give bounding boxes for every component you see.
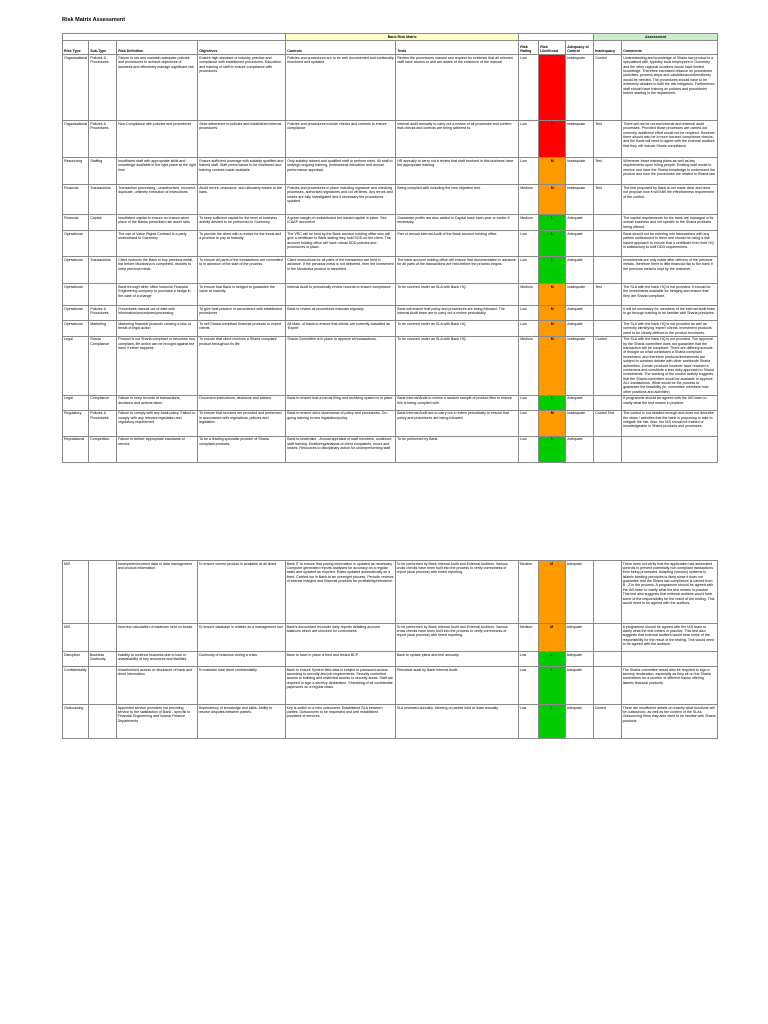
comments-cell: If programme should be agreed with the IAS team to clarify what the test means in practice. <box>622 395 718 410</box>
sub-type-cell: Capital <box>89 215 117 231</box>
risk-definition-cell: Marketing financial products causing a loss or threat of legal action <box>117 321 198 336</box>
risk-rating-cell: Low <box>519 395 539 410</box>
inadequacy-cell <box>594 231 622 257</box>
sub-type-cell <box>88 624 116 652</box>
sub-type-cell <box>88 667 116 705</box>
tests-cell: Review the procedures manual and request for evidence that all relevant staff have access to and are aware of the existence of the manual <box>396 55 519 121</box>
risk-type-cell: Reputational <box>63 436 89 462</box>
risk-type-cell: Resourcing <box>63 158 89 185</box>
risk-likelihood-indicator: M <box>539 306 566 321</box>
risk-type-cell: Confidentiality <box>63 667 89 705</box>
risk-type-cell: Financial <box>63 185 89 215</box>
inadequacy-cell <box>593 667 621 705</box>
inadequacy-cell: Control Test <box>594 410 622 436</box>
risk-definition-cell: Inability to continue business due to loss or unavailability of key resources and facilities <box>116 652 197 667</box>
risk-likelihood-indicator: L <box>539 231 566 257</box>
risk-definition-cell: Appointed service providers not providing service to the satisfaction of Bank - specific to Financial Engineering and Islamic Finance Departments <box>116 705 197 739</box>
risk-likelihood-indicator: L <box>538 667 565 705</box>
assessment-header: Assessment <box>594 34 718 41</box>
risk-type-cell: Legal <box>63 336 89 395</box>
objectives-cell: Ensure sufficient coverage with suitably qualified and trained staff. Staff performance to be monitored and training courses made available. <box>198 158 286 185</box>
risk-likelihood-indicator: L <box>539 395 566 410</box>
risk-rating-cell: Medium <box>519 215 539 231</box>
risk-type-cell: Operational <box>63 257 89 284</box>
table-row <box>63 395 718 410</box>
risk-definition-cell: Failure to set and maintain adequate policies and procedures to achieve objectives of business and effectively manage significant risk <box>117 55 198 121</box>
table-row <box>63 667 718 705</box>
risk-rating-cell: Low <box>519 158 539 185</box>
risk-likelihood-indicator: H <box>539 121 566 158</box>
controls-cell: Policies and procedures are to be well documented and continually monitored and updated <box>286 55 396 121</box>
objectives-cell: Avoid errors, omissions, and ultimately losses to the bank. <box>198 185 286 215</box>
risk-definition-cell: Bank through other office instructs Financial Engineering company to purchase a hedge in the case of a change <box>117 284 198 306</box>
adequacy-cell: Inadequate <box>566 158 594 185</box>
col-adequacy-of-control: Adequacy of Control <box>566 41 594 55</box>
risk-likelihood-indicator: M <box>539 321 566 336</box>
risk-definition-cell: Failure to deliver appropriate standards of service <box>117 436 198 462</box>
controls-cell: Bank to review all procedures manuals regularly <box>286 306 396 321</box>
column-header-row <box>63 41 718 55</box>
risk-definition-cell: Failure to keep records of transactions, decisions and actions taken <box>117 395 198 410</box>
tests-cell: To be covered under an SLA with Bank HQ. <box>396 284 519 306</box>
tests-cell: To be covered under an SLA with Bank HQ. <box>396 321 519 336</box>
col-controls: Controls <box>286 41 396 55</box>
adequacy-cell: Adequate <box>565 561 593 624</box>
comments-cell: Whenever those training plans as well as key requirements upon hiring people. Existing staff would to receive and have the Sharia knowledge to understand the product and how the procedures are related to Sharia law. <box>622 158 718 185</box>
tests-cell: Being complied with including the new objective test. <box>396 185 519 215</box>
sub-type-cell: Compliance <box>89 395 117 410</box>
risk-rating-cell: Medium <box>518 561 538 624</box>
risk-likelihood-indicator: L <box>539 436 566 462</box>
risk-likelihood-indicator <box>539 55 566 121</box>
objectives-cell: Ensure high standard of industry practice and compliance with established procedures. Education and training of staff to ensure compliance with procedures <box>198 55 286 121</box>
controls-cell: Bank to ensure that a formal filing and archiving system is in place <box>286 395 396 410</box>
table-row <box>63 705 718 739</box>
bank-risk-matrix-header: Bank Risk Matrix <box>286 34 519 41</box>
adequacy-cell: Adequate <box>566 395 594 410</box>
controls-cell: Bank to have in place a tried and tested BCP <box>285 652 395 667</box>
comments-cell <box>621 652 717 667</box>
adequacy-cell: Inadequate <box>566 121 594 158</box>
risk-likelihood-indicator: M <box>539 410 566 436</box>
sub-type-cell <box>88 561 116 624</box>
risk-rating-cell: Low <box>519 231 539 257</box>
risk-matrix-table <box>62 33 718 463</box>
sub-type-cell: Sharia Compliance <box>89 336 117 395</box>
tests-cell: Guarantee profits are also added to Capital base each year or earlier if necessary. <box>396 215 519 231</box>
col-objectives: Objectives <box>198 41 286 55</box>
col-comments: Comments <box>622 41 718 55</box>
risk-type-cell: Operational <box>63 231 89 257</box>
controls-cell: Bank to ensure strict observance of policy and procedures. On-going training in new legislation/policy. <box>286 410 396 436</box>
adequacy-cell: Inadequate <box>566 336 594 395</box>
comments-cell: The SLA with the bank HQ is not provided as well as correctly identifying 'expert' clients, investment products need to be clearly defined in the product brochures. <box>622 321 718 336</box>
risk-rating-cell: Medium <box>519 185 539 215</box>
sub-type-cell: Marketing <box>89 321 117 336</box>
risk-likelihood-indicator: M <box>539 336 566 395</box>
risk-definition-cell: Insufficient capital to ensure an branch when place of the Banks prescribed risk asset ratio <box>117 215 198 231</box>
risk-type-cell: Financial <box>63 215 89 231</box>
risk-likelihood-indicator: M <box>538 561 565 624</box>
risk-type-cell: MIS <box>63 624 89 652</box>
risk-type-cell: Legal <box>63 395 89 410</box>
inadequacy-cell: Test <box>594 284 622 306</box>
col-risk-likelihood: Risk Likelihood <box>539 41 566 55</box>
tests-cell: Bank will ensure that policy and procedures are being followed. The Internal Audit team are to carry out a review periodically. <box>396 306 519 321</box>
risk-rating-cell: Medium <box>519 284 539 306</box>
tests-cell: Bank to update plans and test annually. <box>395 652 518 667</box>
risk-type-cell: Disruption <box>63 652 89 667</box>
controls-cell: Bank to undertake - Annual appraisal of staff members, continued staff training. Monitoring/analysis of client complaints, errors and losses. Resources to disciplinary action for underperforming staff. <box>286 436 396 462</box>
controls-cell: A great margin of undistributed but issued capital in place. See ICAAP document <box>286 215 396 231</box>
comments-cell: The SLA with the bank HQ is not provided. It should be the investments available for hedging and ensure that they are Sharia compliant. <box>622 284 718 306</box>
risk-type-cell: Outsourcing <box>63 705 89 739</box>
objectives-cell: To give best practice in accordance with established procedures <box>198 306 286 321</box>
tests-cell: Bank Internal Audit are to carry out a review periodically to ensure that policy and procedures are being followed. <box>396 410 519 436</box>
table-row <box>63 306 718 321</box>
objectives-cell: To ensure database is reliable as a management tool <box>197 624 285 652</box>
sub-type-cell: Competition <box>89 436 117 462</box>
risk-definition-cell: Unauthorised access or disclosure of bank and client information <box>116 667 197 705</box>
adequacy-cell: Adequate <box>565 624 593 652</box>
comments-cell: The test proposed by Bank is not made clear and does not propose how it will fulfil the effectiveness requirement of the control. <box>622 185 718 215</box>
sub-type-cell: Policies & Procedures <box>89 306 117 321</box>
table-row <box>63 121 718 158</box>
comments-cell: A programme should be agreed with the IAS team to clarify what the test means in practice. This test also suggests that external auditors would bear some of the responsibility for the result of the testing. This would need to be agreed with the auditors. <box>621 624 717 652</box>
table-row <box>63 257 718 284</box>
risk-rating-cell: Low <box>519 410 539 436</box>
objectives-cell: To ensure that client receives a Sharia compliant product throughout its life. <box>198 336 286 395</box>
table-row <box>63 321 718 336</box>
objectives-cell: To provide the client with a receipt for the funds and a promise to pay at maturity <box>198 231 286 257</box>
adequacy-cell: Adequate <box>566 231 594 257</box>
inadequacy-cell <box>594 436 622 462</box>
risk-definition-cell: Client instructs the Bank to buy precious metal, but before Murabaha is completed, decides to keep precious metal. <box>117 257 198 284</box>
table-row <box>63 231 718 257</box>
risk-definition-cell: Product is not Sharia compliant or becomes non-compliant, life action can be brought against the bank if either happens <box>117 336 198 395</box>
risk-likelihood-indicator: M <box>539 284 566 306</box>
table-row <box>63 158 718 185</box>
tests-cell: Periodical audit by Bank Internal Audit. <box>395 667 518 705</box>
risk-definition-cell: Transaction processing - unauthorised, incorrect, duplicate, untimely execution of instructions <box>117 185 198 215</box>
risk-likelihood-indicator: L <box>539 257 566 284</box>
comments-cell: The control is not detailed enough and does not describe the steps / activities that the bank is proposing to take to mitigate the risk. Also, the IAS should be trained or knowledgeable in Sharia products and processes. <box>622 410 718 436</box>
inadequacy-cell: Test <box>594 121 622 158</box>
comments-cell <box>622 436 718 462</box>
adequacy-cell: Inadequate <box>566 185 594 215</box>
controls-cell: Bank's accountant reconcile daily reports detailing account balances which are checked for correctness. <box>285 624 395 652</box>
risk-likelihood-indicator: M <box>539 158 566 185</box>
risk-likelihood-indicator: L <box>538 652 565 667</box>
risk-rating-cell: Low <box>519 55 539 121</box>
comments-cell: It will be necessary for members of the internal audit team to go through training to be familiar with Sharia principles. <box>622 306 718 321</box>
comments-cell: There are insufficient details on exactly what functions will be outsourced, as well as the content of the SLAs. Outsourcing firms may also need to be familiar with Sharia products. <box>621 705 717 739</box>
objectives-cell: Strict adherence to policies and established internal procedures <box>198 121 286 158</box>
risk-matrix-table-continued <box>62 560 718 739</box>
inadequacy-cell <box>593 624 621 652</box>
adequacy-cell: Adequate <box>566 436 594 462</box>
inadequacy-cell <box>593 652 621 667</box>
col-risk-rating: Risk Rating <box>519 41 539 55</box>
adequacy-cell: Adequate <box>565 667 593 705</box>
table-row <box>63 652 718 667</box>
adequacy-cell: Adequate <box>566 215 594 231</box>
inadequacy-cell <box>594 257 622 284</box>
risk-rating-cell: Low <box>519 306 539 321</box>
controls-cell: Bank to ensure System field data is subject to password access according to security and job requirements. Security controlled access to building and restricted access to security areas. Staff are required to sign a secrecy declaration. Shredding of all confidential paperwork on a regular basis. <box>285 667 395 705</box>
risk-type-cell: Organisational <box>63 121 89 158</box>
comments-cell: Bank should not be entering into transactions with any parties undisclosed to them and should be using a risk based approach to ensure that a certificate from their HQ is satisfactory to fulfil DDD requirements. <box>622 231 718 257</box>
objectives-cell: Continuity of business during a crisis <box>197 652 285 667</box>
table-row <box>63 336 718 395</box>
sub-type-cell: Business Continuity <box>88 652 116 667</box>
controls-cell: The VRC will be held by the Bank account holding office who will give a certificate to Bank stating they hold DDD on the client. The account holding office will have robust DDD policies and procedures in place. <box>286 231 396 257</box>
adequacy-cell: Inadequate <box>566 410 594 436</box>
sub-type-cell: Policies & Procedures <box>89 121 117 158</box>
objectives-cell: Document instructions, decisions and actions <box>198 395 286 410</box>
adequacy-cell: Adequate <box>566 321 594 336</box>
risk-rating-cell: Low <box>519 257 539 284</box>
objectives-cell: To maintain total client confidentiality <box>197 667 285 705</box>
tests-cell: To be performed by Bank Internal Audit and External Auditors. Various cross checks have been built into the process to verify correctness of report (dual process) with timed reporting. <box>395 561 518 624</box>
risk-definition-cell: Insufficient staff with appropriate skills and knowledge available in the right place at the right time <box>117 158 198 185</box>
objectives-cell: To ensure that Bank is hedged to guarantee the value at maturity <box>198 284 286 306</box>
tests-cell: Part of annual Internal Audit of the Bank account holding office. <box>396 231 519 257</box>
sub-type-cell: Policies & Procedures <box>89 55 117 121</box>
tests-cell: Internal audit annually to carry out a review of all processes and confirm that checks and controls are being adhered to. <box>396 121 519 158</box>
comments-cell: The capital requirements for the bank are managed in its overall business and not specific to the Sharia products being offered. <box>622 215 718 231</box>
objectives-cell: To ensure that services are provided and performed in accordance with regulations, policies and legislation <box>198 410 286 436</box>
inadequacy-cell <box>594 395 622 410</box>
risk-definition-cell: Non-Compliance with policies and procedures <box>117 121 198 158</box>
controls-cell: All Mark. of basis to ensure that clients are correctly classified as 'Expert' <box>286 321 396 336</box>
tests-cell: To be performed by Bank Internal Audit and External Auditors. Various cross checks have been built into the process to verify correctness of report (dual process) with timed reporting. <box>395 624 518 652</box>
comments-cell: There does not verify that the application has automated controls to prevent potentially non compliant transactions from being processed. Adapting (version) systems to Islamic banking principles is likely since it does not guarantee that the Sharia law compliance is carried from B - Z in the process. A programme should be agreed with the IAS team to clarify what the test means in practice. This test also suggests that external auditors would bear some of the responsibility for the result of the testing. This would need to be agreed with the auditors. <box>621 561 717 624</box>
objectives-cell: Dependency of knowledge and skills. Ability to resolve disputes between parties. <box>197 705 285 739</box>
risk-definition-cell: The use of Value Rights Contract is a party undisclosed to Guernsey <box>117 231 198 257</box>
table-row <box>63 410 718 436</box>
controls-cell: Client instructions for all parts of the transaction are held in advance. If the precious metal is not delivered, then the investment in the Murabaha product is cancelled. <box>286 257 396 284</box>
risk-type-cell: Operational <box>63 306 89 321</box>
tests-cell: Bank Internal Audit to review a random sample of product files to ensure this is being complied with. <box>396 395 519 410</box>
risk-rating-cell: Low <box>519 121 539 158</box>
col-inadequacy: Inadequacy <box>594 41 622 55</box>
risk-definition-cell: Procedures manual out of date with information/procedures/processing <box>117 306 198 321</box>
inadequacy-cell <box>593 561 621 624</box>
sub-type-cell: Transactions <box>89 257 117 284</box>
table-row <box>63 624 718 652</box>
risk-rating-cell: Low <box>518 667 538 705</box>
tests-cell: To be covered under an SLA with Bank HQ. <box>396 336 519 395</box>
inadequacy-cell: Control <box>593 705 621 739</box>
sub-type-cell <box>89 231 117 257</box>
table-row <box>63 284 718 306</box>
risk-definition-cell: Incorrect calculation of balances held on books <box>116 624 197 652</box>
sub-type-cell <box>88 705 116 739</box>
controls-cell: Bank IT to ensure that pricing information is updated as necessary. Computer generated reports analysed for accuracy on a regular basis and updated as required. Rates updated automatically on a fixed. Carried out in Bank to an overnight process. Periodic reviews of interest margins and financial products for profitability/relevance. <box>285 561 395 624</box>
objectives-cell: To ensure all parts of the transactions are committed to in advance of the start of the process. <box>198 257 286 284</box>
sub-type-cell: Policies & Procedures <box>89 410 117 436</box>
risk-rating-cell: Medium <box>518 624 538 652</box>
risk-likelihood-indicator: L <box>539 215 566 231</box>
table-row <box>63 436 718 462</box>
tests-cell: HR annually to carry out a review that staff involved in this business have the appropriate training. <box>396 158 519 185</box>
adequacy-cell: Inadequate <box>566 284 594 306</box>
comments-cell: The Sharia committee would also be required to sign a secrecy declaration, especially as they sit on the Sharia committees for a number of different banks offering Islamic financial products. <box>621 667 717 705</box>
risk-type-cell: Operational <box>63 321 89 336</box>
inadequacy-cell <box>594 215 622 231</box>
risk-rating-cell: Low <box>518 652 538 667</box>
tests-cell: To be performed by Bank. <box>396 436 519 462</box>
risk-rating-cell: Low <box>518 705 538 739</box>
document-title: Risk Matrix Assessment <box>62 17 126 23</box>
risk-type-cell: MIS <box>63 561 89 624</box>
risk-type-cell: Regulatory <box>63 410 89 436</box>
risk-definition-cell: Failure to comply with any bank policy. Failure to comply with any relevant legislation and regulatory requirement <box>117 410 198 436</box>
table-row <box>63 55 718 121</box>
controls-cell: Only suitably trained and qualified staff to perform roles. All staff to undergo ongoing training, professional education and annual performance appraisal. <box>286 158 396 185</box>
sub-type-cell <box>89 284 117 306</box>
tests-cell: SLA reviewed annually. Meeting of parties held at least annually. <box>395 705 518 739</box>
risk-rating-cell: Low <box>519 436 539 462</box>
adequacy-cell: Inadequate <box>566 55 594 121</box>
table-row <box>63 185 718 215</box>
sub-type-cell: Staffing <box>89 158 117 185</box>
inadequacy-cell <box>594 306 622 321</box>
inadequacy-cell: Test <box>594 185 622 215</box>
controls-cell: Policies and procedures in place including signature and checking processes, authorised signatures and cut off times. Any errors and losses are fully investigated and if necessary the procedures updated. <box>286 185 396 215</box>
tests-cell: The bank account holding office will ensure that documentation in advance for all parts of the transactions are held before the process begins. <box>396 257 519 284</box>
adequacy-cell: Adequate <box>566 257 594 284</box>
inadequacy-cell: Control <box>594 55 622 121</box>
risk-type-cell: Operational <box>63 284 89 306</box>
risk-rating-cell: Medium <box>519 336 539 395</box>
risk-type-cell: Organisational <box>63 55 89 121</box>
controls-cell: Key is switch to a new outsourcer. Established SLA between parties. Outsourcers to be requested and well established providers of services. <box>285 705 395 739</box>
comments-cell: The SLA with the bank HQ is not provided. The approval by the Sharia committee does not guarantee that the transaction will be compliant. There are differing schools of thought on what constitutes a Sharia compliant investment, and therefore products/investments are subject to constant debate with other worldwide Sharia authorities. Certain products however have reached a consensus and constitute a less risky approach to Sharia investments. The wording of the control activity suggests that the Sharia committee would be available to approve ALL transactions. What would be the process to guarantee the feasibility (ie. committee members hold other positions and activities) <box>622 336 718 395</box>
objectives-cell: To be a leading specialist provider of Sharia compliant products. <box>198 436 286 462</box>
risk-likelihood-indicator: L <box>538 705 565 739</box>
objectives-cell: To ensure correct product is available at all times <box>197 561 285 624</box>
risk-definition-cell: Incomplete/incorrect data of data management and product information <box>116 561 197 624</box>
col-risk-definition: Risk Definition <box>117 41 198 55</box>
objectives-cell: To keep sufficient capital for the level of business activity desired to be performed in Guernsey. <box>198 215 286 231</box>
col-tests: Tests <box>396 41 519 55</box>
adequacy-cell: Adequate <box>565 652 593 667</box>
risk-likelihood-indicator: M <box>538 624 565 652</box>
controls-cell: Policies and procedures include checks and controls to ensure compliance <box>286 121 396 158</box>
inadequacy-cell: Control <box>594 336 622 395</box>
risk-likelihood-indicator: M <box>539 185 566 215</box>
comments-cell: Investments are only made after delivery of the precious metals, therefore there is little financial risk to the bank if the precious metal is kept by the customer. <box>622 257 718 284</box>
table-row <box>63 561 718 624</box>
inadequacy-cell <box>594 321 622 336</box>
col-risk-type: Risk Type <box>63 41 89 55</box>
controls-cell: Internal Audit to periodically review records to ensure compliance <box>286 284 396 306</box>
inadequacy-cell: Test <box>594 158 622 185</box>
controls-cell: Sharia Committee is in place to approve all transactions. <box>286 336 396 395</box>
risk-rating-cell: Low <box>519 321 539 336</box>
col-sub-type: Sub-Type <box>89 41 117 55</box>
adequacy-cell: Adequate <box>565 705 593 739</box>
objectives-cell: To sell Sharia compliant financial products to expert clients <box>198 321 286 336</box>
adequacy-cell: Adequate <box>566 306 594 321</box>
table-row <box>63 215 718 231</box>
comments-cell: Understanding and knowledge of Sharia law product is a specialised skill, typically local employees in Guernsey and the other regional locations would have limited knowledge. Therefore increased reliance on procedures (activities, process steps and validations/confirmations) would be needed. The procedures should have to be extremely detailed to fulfil the risk mitigation. Furthermore, staff should have training on policies and procedures before starting in the department. <box>622 55 718 121</box>
sub-type-cell: Transactions <box>89 185 117 215</box>
comments-cell: There will not be normal internal and external audit processes. Provided those processes are carried out correctly, additional effort would not be required. However, there should also be a more focused compliance checks, and the Bank will need to agree with the external auditors that they will include Sharia compliance. <box>622 121 718 158</box>
